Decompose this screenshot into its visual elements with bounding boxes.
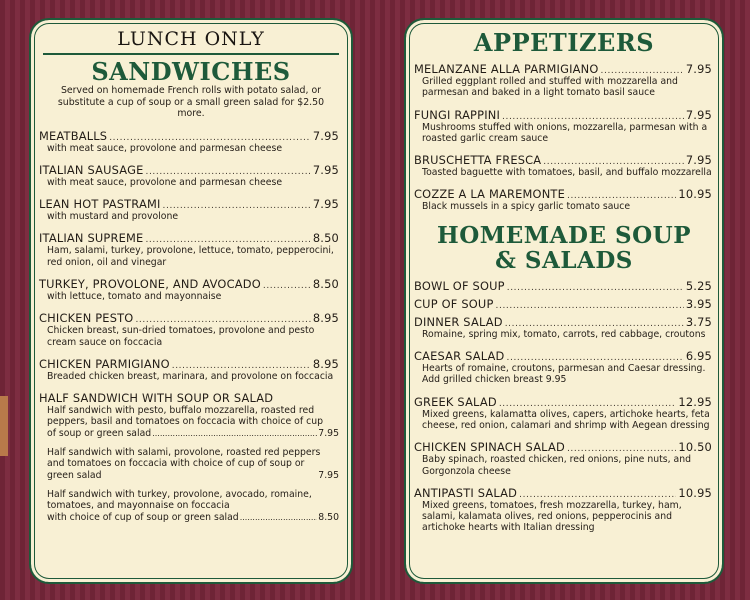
item-price: 7.95 bbox=[312, 128, 339, 143]
menu-item bbox=[414, 108, 712, 145]
menu-item bbox=[414, 315, 712, 340]
leader-dots bbox=[567, 191, 676, 201]
item-price: 8.50 bbox=[312, 231, 339, 246]
item-name: CHICKEN SPINACH SALAD bbox=[414, 440, 565, 455]
item-price: 7.95 bbox=[685, 62, 712, 76]
decorative-tab bbox=[0, 396, 8, 456]
item-price: 8.95 bbox=[312, 356, 339, 371]
item-description: Hearts of romaine, croutons, parmesan and Caesar dressing. Add grilled chicken breast 9.95 bbox=[422, 363, 706, 386]
menu-item bbox=[414, 187, 712, 212]
leader-dots bbox=[499, 399, 677, 409]
item-price: 3.75 bbox=[685, 314, 712, 329]
leader-dots bbox=[152, 428, 317, 439]
item-description: with meat sauce, provolone and parmesan cheese bbox=[47, 142, 283, 154]
leader-dots bbox=[502, 112, 684, 122]
leader-dots bbox=[507, 353, 684, 363]
menu-item bbox=[414, 153, 712, 178]
item-description: with meat sauce, provolone and parmesan cheese bbox=[47, 176, 283, 188]
divider bbox=[43, 53, 339, 55]
leader-dots bbox=[519, 490, 676, 500]
leader-dots bbox=[505, 319, 684, 329]
item-name: COZZE A LA MAREMONTE bbox=[414, 187, 565, 202]
option-text: Half sandwich with salami, provolone, roasted red peppers and tomatoes on foccacia with choice of cup of soup or bbox=[47, 447, 321, 470]
item-description: Mushrooms stuffed with onions, mozzarella, parmesan with a roasted garlic cream sauce bbox=[422, 121, 708, 144]
leader-dots bbox=[507, 283, 684, 293]
menu-item bbox=[414, 395, 712, 432]
menu-item bbox=[414, 486, 712, 534]
item-price: 3.95 bbox=[685, 296, 712, 311]
sandwiches-title: SANDWICHES bbox=[91, 57, 291, 86]
item-description: Toasted baguette with tomatoes, basil, and buffalo mozzarella bbox=[422, 167, 712, 179]
item-price: 7.95 bbox=[685, 107, 712, 122]
sandwiches-intro: Served on homemade French rolls with potato salad, or substitute a cup of soup or a small green salad for $2.50 more. bbox=[57, 85, 325, 119]
menu-item bbox=[39, 231, 339, 268]
item-price: 6.95 bbox=[685, 349, 712, 364]
leader-dots bbox=[601, 66, 684, 76]
sandwiches-panel bbox=[29, 18, 353, 584]
item-description: Breaded chicken breast, marinara, and provolone on foccacia bbox=[47, 370, 334, 382]
appetizer-list bbox=[406, 62, 722, 213]
soups-salads-title bbox=[406, 223, 722, 273]
item-description: Ham, salami, turkey, provolone, lettuce, tomato, pepperocini, red onion, oil and vinegar bbox=[47, 245, 334, 268]
item-name: CHICKEN PESTO bbox=[39, 311, 134, 326]
item-name: ITALIAN SUPREME bbox=[39, 231, 144, 246]
option-price: 7.95 bbox=[318, 469, 339, 481]
item-description: with lettuce, tomato and mayonnaise bbox=[47, 290, 222, 302]
soups-title-line2: & SALADS bbox=[495, 246, 633, 274]
item-name: CHICKEN PARMIGIANO bbox=[39, 356, 170, 371]
item-price: 8.95 bbox=[312, 311, 339, 326]
item-name: BRUSCHETTA FRESCA bbox=[414, 153, 542, 168]
item-name: ITALIAN SAUSAGE bbox=[39, 162, 144, 177]
option-price: 7.95 bbox=[318, 427, 339, 439]
item-description: Black mussels in a spicy garlic tomato sauce bbox=[422, 201, 631, 213]
leader-dots bbox=[263, 281, 311, 291]
leader-dots bbox=[172, 361, 311, 371]
leader-dots bbox=[145, 235, 310, 245]
menu-item bbox=[39, 277, 339, 302]
item-description: Mixed greens, kalamatta olives, capers, artichoke hearts, feta cheese, red onion, calamari and shrimp with Aegean dressing bbox=[422, 408, 710, 431]
item-price: 12.95 bbox=[678, 394, 712, 409]
item-price: 5.25 bbox=[685, 278, 712, 293]
option-text: Half sandwich with turkey, provolone, avocado, romaine, tomatoes, and mayonnaise on foccacia bbox=[47, 488, 312, 512]
item-name: FUNGI RAPPINI bbox=[414, 107, 501, 122]
item-name: MELANZANE ALLA PARMIGIANO bbox=[414, 62, 599, 76]
half-option bbox=[39, 405, 339, 439]
menu-item bbox=[414, 297, 712, 311]
leader-dots bbox=[496, 301, 684, 311]
item-name: CAESAR SALAD bbox=[414, 349, 505, 364]
item-name: GREEK SALAD bbox=[414, 394, 497, 409]
leader-dots bbox=[163, 201, 311, 211]
menu-item bbox=[39, 311, 339, 348]
menu-item bbox=[414, 62, 712, 99]
item-description: Baby spinach, roasted chicken, red onions, pine nuts, and Gorgonzola cheese bbox=[422, 454, 692, 477]
menu-item bbox=[414, 279, 712, 293]
leader-dots bbox=[543, 157, 684, 167]
menu-item bbox=[39, 357, 339, 382]
leader-dots bbox=[146, 167, 311, 177]
half-option bbox=[39, 489, 339, 523]
soups-title-line1: HOMEMADE SOUP bbox=[436, 221, 692, 249]
appetizers-soups-panel bbox=[404, 18, 724, 584]
item-description: Grilled eggplant rolled and stuffed with mozzarella and parmesan and baked in a light tomato basil sauce bbox=[422, 76, 678, 99]
item-name: TURKEY, PROVOLONE, AND AVOCADO bbox=[39, 276, 261, 291]
leader-dots bbox=[109, 133, 311, 143]
option-price: 8.50 bbox=[318, 511, 339, 523]
menu-item bbox=[39, 129, 339, 154]
lunch-only-heading: LUNCH ONLY bbox=[117, 28, 265, 50]
item-description: Romaine, spring mix, tomato, carrots, red cabbage, croutons bbox=[422, 328, 706, 340]
item-name: ANTIPASTI SALAD bbox=[414, 485, 518, 500]
item-description: Chicken breast, sun-dried tomatoes, provolone and pesto cream sauce on foccacia bbox=[47, 325, 315, 348]
item-description: Mixed greens, tomatoes, fresh mozzarella, turkey, ham, salami, kalamata olives, red onions, pepperocinis and artichoke hearts with Italian dressing bbox=[422, 499, 682, 534]
menu-item bbox=[39, 163, 339, 188]
option-text-end: with choice of cup of soup or green salad bbox=[47, 511, 239, 523]
item-price: 10.95 bbox=[678, 485, 712, 500]
sandwich-list bbox=[31, 129, 351, 523]
item-price: 7.95 bbox=[312, 197, 339, 212]
leader-dots bbox=[567, 444, 676, 454]
item-name: LEAN HOT PASTRAMI bbox=[39, 197, 161, 212]
item-name: MEATBALLS bbox=[39, 128, 108, 143]
menu-item bbox=[414, 440, 712, 477]
leader-dots bbox=[240, 512, 318, 523]
menu-item bbox=[39, 197, 339, 222]
half-sandwich-item bbox=[39, 391, 339, 523]
item-name: BOWL OF SOUP bbox=[414, 278, 505, 293]
menu-item bbox=[414, 349, 712, 386]
soup-salad-list bbox=[406, 279, 722, 534]
leader-dots bbox=[135, 315, 310, 325]
item-name: DINNER SALAD bbox=[414, 314, 503, 329]
item-name: HALF SANDWICH WITH SOUP OR SALAD bbox=[39, 391, 274, 406]
item-price: 10.50 bbox=[678, 440, 712, 455]
option-text: Half sandwich with pesto, buffalo mozzarella, roasted red peppers, basil and tomatoes on foccacia with choice of cup bbox=[47, 405, 323, 428]
option-text-end: green salad bbox=[47, 469, 102, 481]
item-price: 8.50 bbox=[312, 276, 339, 291]
item-price: 10.95 bbox=[678, 187, 712, 202]
option-text-end: of soup or green salad bbox=[47, 427, 152, 439]
item-name: CUP OF SOUP bbox=[414, 296, 494, 311]
item-price: 7.95 bbox=[312, 162, 339, 177]
item-description: with mustard and provolone bbox=[47, 211, 179, 223]
appetizers-title: APPETIZERS bbox=[473, 28, 655, 57]
half-option bbox=[39, 447, 339, 481]
item-price: 7.95 bbox=[685, 153, 712, 168]
